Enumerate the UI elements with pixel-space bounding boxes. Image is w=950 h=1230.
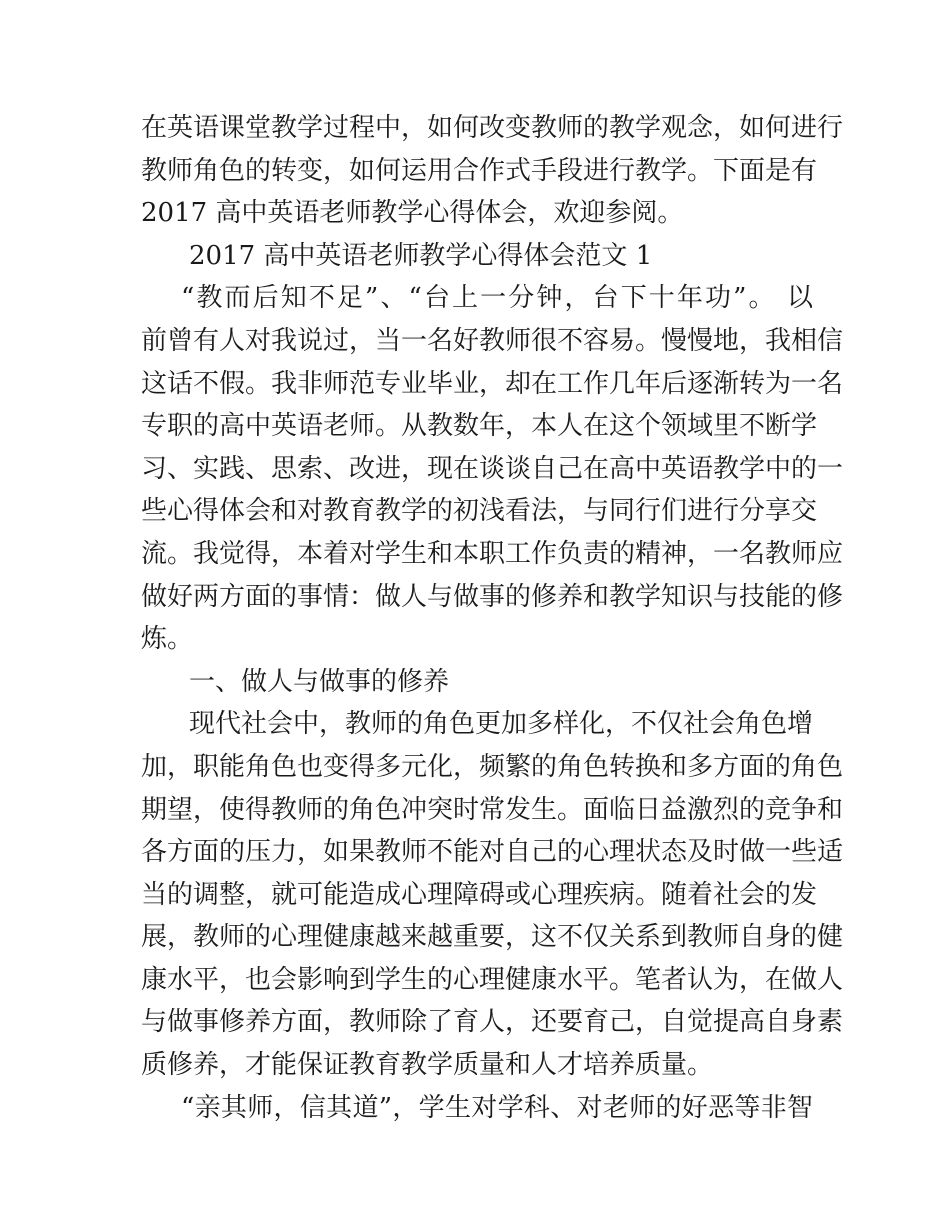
text-line: 习、实践、思索、改进，现在谈谈自己在高中英语教学中的一: [141, 453, 844, 484]
text-line: 前曾有人对我说过，当一名好教师很不容易。慢慢地，我相信: [141, 325, 844, 356]
text-line: 做好两方面的事情：做人与做事的修养和教学知识与技能的修: [141, 581, 844, 612]
text-line: 炼。: [141, 624, 194, 655]
text-line: “教而后知不足”、“台上一分钟，台下十年功”。 以: [181, 283, 813, 314]
section-heading: 一、做人与做事的修养: [189, 666, 450, 697]
document-body: [141, 107, 844, 1129]
text-line: 些心得体会和对教育教学的初浅看法，与同行们进行分享交: [141, 496, 818, 527]
text-line: 在英语课堂教学过程中，如何改变教师的教学观念，如何进行: [141, 113, 844, 143]
text-line: 加，职能角色也变得多元化，频繁的角色转换和多方面的角色: [141, 751, 844, 782]
section-title: 2017 高中英语老师教学心得体会范文 1: [189, 240, 653, 271]
text-line: 这话不假。我非师范专业毕业，却在工作几年后逐渐转为一名: [141, 368, 844, 399]
text-line: 2017 高中英语老师教学心得体会，欢迎参阅。: [141, 198, 684, 229]
text-line: 流。我觉得，本着对学生和本职工作负责的精神，一名教师应: [141, 538, 844, 569]
text-line: 期望，使得教师的角色冲突时常发生。面临日益激烈的竞争和: [141, 794, 844, 825]
text-line: 与做事修养方面，教师除了育人，还要育己，自觉提高自身素: [141, 1007, 844, 1038]
text-line: “亲其师，信其道”，学生对学科、对老师的好恶等非智: [181, 1092, 813, 1123]
text-line: 教师角色的转变，如何运用合作式手段进行教学。下面是有: [141, 155, 818, 186]
text-line: 现代社会中，教师的角色更加多样化，不仅社会角色增: [189, 709, 814, 740]
text-line: 专职的高中英语老师。从教数年，本人在这个领域里不断学: [141, 411, 818, 442]
text-line: 展，教师的心理健康越来越重要，这不仅关系到教师自身的健: [141, 922, 844, 953]
text-line: 各方面的压力，如果教师不能对自己的心理状态及时做一些适: [141, 837, 844, 868]
text-line: 当的调整，就可能造成心理障碍或心理疾病。随着社会的发: [141, 879, 818, 910]
text-line: 质修养，才能保证教育教学质量和人才培养质量。: [141, 1050, 714, 1081]
text-line: 康水平，也会影响到学生的心理健康水平。笔者认为，在做人: [141, 964, 844, 995]
